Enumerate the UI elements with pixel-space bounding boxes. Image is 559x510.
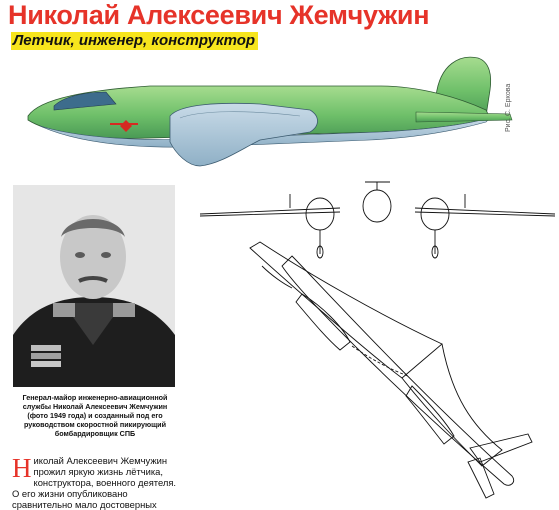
portrait-caption: Генерал-майор инженерно-авиационной службы Николай Алексеевич Жемчужин (фото 1949 года) и созданный под его руководством скоростной пикирующий бомбардировщик СПБ <box>22 393 168 438</box>
portrait-photo <box>13 185 175 387</box>
article-intro <box>12 453 180 510</box>
aircraft-plan-view <box>232 236 552 498</box>
page-title: Николай Алексеевич Жемчужин <box>8 0 430 30</box>
aircraft-side-view <box>20 46 520 186</box>
article-text: иколай Алексеевич Жемчужин прожил яркую жизнь лётчика, конструктора, военного деятеля. О его жизни опубликовано сравнительно мало достоверных <box>12 455 177 510</box>
illustration-credit: Рис. С. Ерхова <box>505 83 512 132</box>
subtitle-highlight: Летчик, инженер, конструктор <box>11 32 258 50</box>
article-dropcap: Н <box>12 453 32 483</box>
